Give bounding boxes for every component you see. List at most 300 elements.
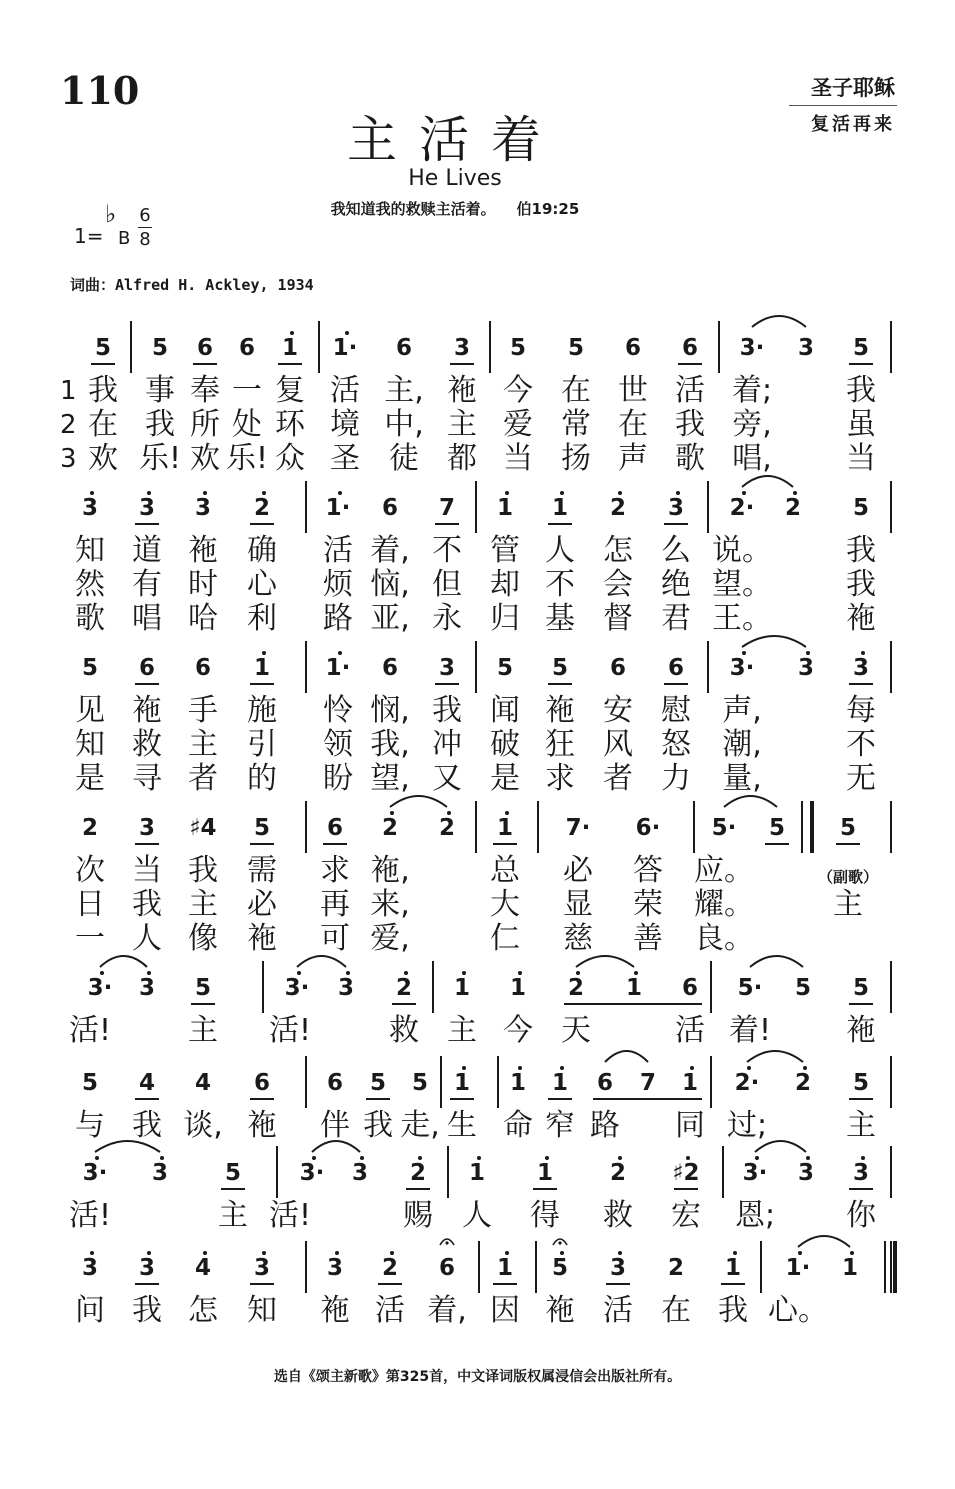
lyric: 是	[490, 761, 520, 796]
lyric: 世	[618, 373, 648, 408]
barline	[276, 1146, 278, 1198]
note: 3	[81, 1255, 99, 1281]
octave-dot	[803, 1066, 807, 1070]
lyric: 风	[603, 727, 633, 762]
note: 1	[841, 1255, 859, 1281]
lyric: 知	[247, 1293, 277, 1328]
octave-dot	[203, 1251, 207, 1255]
note: 6	[438, 1255, 456, 1281]
credits: 词曲：Alfred H. Ackley, 1934	[70, 276, 314, 294]
note: 2	[609, 495, 627, 521]
note: 1	[724, 1255, 742, 1281]
lyric: 事	[145, 373, 175, 408]
beat-underline	[91, 363, 115, 365]
octave-dot	[147, 1251, 151, 1255]
octave-dot	[346, 971, 350, 975]
category-divider	[789, 105, 897, 106]
octave-dot	[335, 1251, 339, 1255]
note: 2·	[734, 1070, 760, 1096]
octave-dot	[505, 811, 509, 815]
note: 1	[496, 1255, 514, 1281]
beat-underline	[533, 1188, 557, 1190]
slur	[798, 1233, 850, 1249]
lyric: 是	[75, 761, 105, 796]
lyric: 破	[490, 727, 520, 762]
lyric: 命	[503, 1108, 533, 1143]
beat-underline	[250, 1283, 274, 1285]
barline	[760, 1241, 762, 1293]
lyric: 善	[633, 921, 663, 956]
lyric: 引	[247, 727, 277, 762]
barline	[305, 801, 307, 853]
lyric: 都	[447, 441, 477, 476]
octave-dot	[390, 1251, 394, 1255]
barline	[305, 481, 307, 533]
note: 6	[395, 335, 413, 361]
lyric: 宏	[671, 1198, 701, 1233]
note: 5	[551, 655, 569, 681]
lyric: 主	[447, 407, 477, 442]
lyric: 路	[323, 601, 353, 636]
lyric: 圣	[330, 441, 360, 476]
lyric: 说。	[712, 533, 772, 568]
barline	[305, 641, 307, 693]
note: 5	[839, 815, 857, 841]
lyric: 因	[490, 1293, 520, 1328]
beat-underline	[849, 683, 873, 685]
note: ♯4	[189, 815, 217, 841]
note: 1	[509, 1070, 527, 1096]
lyric: 每	[846, 693, 876, 728]
double-barline	[884, 1241, 897, 1293]
lyric: 君	[661, 601, 691, 636]
note: 1	[551, 1070, 569, 1096]
lyric: 主	[447, 1013, 477, 1048]
beat-underline	[221, 1188, 245, 1190]
octave-dot	[462, 1066, 466, 1070]
lyric: 主	[188, 887, 218, 922]
lyric: 道	[132, 533, 162, 568]
note: 3	[138, 1255, 156, 1281]
note: 6	[667, 655, 685, 681]
octave-dot	[262, 491, 266, 495]
lyric: 基	[545, 601, 575, 636]
lyric: 慰	[661, 693, 691, 728]
lyric: 管	[490, 533, 520, 568]
note: 3·	[299, 1160, 325, 1186]
lyric: 怎	[188, 1293, 218, 1328]
lyric: 在	[561, 373, 591, 408]
note: 2·	[729, 495, 755, 521]
lyric: 人	[132, 921, 162, 956]
note: 5	[81, 1070, 99, 1096]
note: 3	[326, 1255, 344, 1281]
lyric: 袘	[188, 533, 218, 568]
lyric: 无	[846, 761, 876, 796]
slur	[312, 1138, 360, 1154]
lyric: 当	[503, 441, 533, 476]
barline	[890, 321, 892, 373]
note: 6	[381, 495, 399, 521]
note: 1	[509, 975, 527, 1001]
beat-underline	[664, 523, 688, 525]
lyric: 爱	[503, 407, 533, 442]
note: 2	[395, 975, 413, 1001]
lyric: 境	[330, 407, 360, 442]
lyric: 量,	[722, 761, 762, 796]
slur	[100, 953, 147, 969]
octave-dot	[798, 1251, 802, 1255]
octave-dot	[742, 651, 746, 655]
lyric: 救	[132, 727, 162, 762]
note: 1	[536, 1160, 554, 1186]
lyric: 奉	[190, 373, 220, 408]
lyric: 声	[618, 441, 648, 476]
lyric: 领	[323, 727, 353, 762]
barline	[305, 1056, 307, 1108]
note: 3·	[742, 1160, 768, 1186]
note: 6	[238, 335, 256, 361]
lyric: 常	[561, 407, 591, 442]
lyric: 唱,	[732, 441, 772, 476]
lyric: 我	[846, 533, 876, 568]
note: 7	[639, 1070, 657, 1096]
note: 2	[409, 1160, 427, 1186]
note: 2	[381, 815, 399, 841]
note: 5	[852, 335, 870, 361]
note: 2	[784, 495, 802, 521]
note: 6	[194, 655, 212, 681]
lyric: 督	[603, 601, 633, 636]
note: 2	[81, 815, 99, 841]
lyric: 问	[75, 1293, 105, 1328]
lyric: 盼	[323, 761, 353, 796]
lyric: 复	[275, 373, 305, 408]
chorus-mark: （副歌）	[817, 868, 879, 886]
octave-dot	[462, 971, 466, 975]
barline	[475, 641, 477, 693]
lyric: 活!	[268, 1013, 312, 1048]
note: 1	[453, 975, 471, 1001]
lyric: 我	[88, 373, 118, 408]
beat-underline	[435, 523, 459, 525]
lyric: 日	[75, 887, 105, 922]
note: 5	[768, 815, 786, 841]
beat-underline	[450, 1098, 474, 1100]
octave-dot	[95, 1156, 99, 1160]
barline	[707, 481, 709, 533]
octave-dot	[861, 651, 865, 655]
lyric: 歌	[75, 601, 105, 636]
note: 3	[609, 1255, 627, 1281]
note: 5	[794, 975, 812, 1001]
lyric: 我	[363, 1108, 393, 1143]
lyric: 有	[132, 567, 162, 602]
barline	[890, 801, 892, 853]
note: 5	[94, 335, 112, 361]
octave-dot	[634, 971, 638, 975]
lyric: 亚,	[370, 601, 410, 636]
octave-dot	[793, 491, 797, 495]
beat-underline	[450, 363, 474, 365]
octave-dot	[742, 491, 746, 495]
note: 2	[567, 975, 585, 1001]
hymn-number: 110	[60, 68, 140, 113]
beat-underline	[564, 1003, 702, 1005]
octave-dot	[345, 331, 349, 335]
verse-number: 3	[60, 444, 77, 474]
octave-dot	[338, 491, 342, 495]
note: 6	[138, 655, 156, 681]
lyric: 主	[188, 1013, 218, 1048]
lyric: 耀。	[694, 887, 754, 922]
beat-underline	[548, 523, 572, 525]
note: 3	[852, 655, 870, 681]
lyric: 答	[633, 853, 663, 888]
note: 3	[797, 655, 815, 681]
lyric: 我	[846, 567, 876, 602]
lyric: 怜	[323, 693, 353, 728]
barline	[890, 481, 892, 533]
lyric: 在	[618, 407, 648, 442]
note: 5	[194, 975, 212, 1001]
note: 6	[596, 1070, 614, 1096]
lyric: 恩;	[734, 1198, 776, 1233]
note: 4	[194, 1255, 212, 1281]
octave-dot	[203, 491, 207, 495]
lyric: 闻	[490, 693, 520, 728]
lyric: 需	[247, 853, 277, 888]
category-sub: 复活再来	[811, 114, 895, 135]
octave-dot	[733, 1251, 737, 1255]
lyric: 望,	[370, 761, 410, 796]
note: 4	[194, 1070, 212, 1096]
lyric: 活	[330, 373, 360, 408]
beat-underline	[849, 1188, 873, 1190]
octave-dot	[850, 1251, 854, 1255]
octave-dot	[755, 1156, 759, 1160]
lyric: 着;	[731, 373, 773, 408]
barline	[305, 1241, 307, 1293]
barline	[890, 961, 892, 1013]
lyric: 我	[132, 1108, 162, 1143]
lyric: 活!	[68, 1013, 112, 1048]
lyric: 慈	[563, 921, 593, 956]
lyric: 走,	[400, 1108, 440, 1143]
octave-dot	[618, 1156, 622, 1160]
note: 6	[381, 655, 399, 681]
octave-dot	[518, 971, 522, 975]
verse-number: 1	[60, 376, 77, 406]
lyric: 过;	[726, 1108, 768, 1143]
beat-underline	[135, 523, 159, 525]
slur	[742, 473, 793, 489]
lyric: 绝	[661, 567, 691, 602]
beat-underline	[849, 363, 873, 365]
lyric: 安	[603, 693, 633, 728]
note: 6	[253, 1070, 271, 1096]
beat-underline	[392, 1003, 416, 1005]
note: 1	[468, 1160, 486, 1186]
note: 5	[551, 1255, 569, 1281]
lyric: 我	[675, 407, 705, 442]
time-bottom: 8	[139, 229, 151, 250]
note: 6·	[635, 815, 661, 841]
fermata	[552, 1231, 568, 1241]
octave-dot	[147, 491, 151, 495]
lyric: 伴	[320, 1108, 350, 1143]
beat-underline	[593, 1098, 702, 1100]
lyric: 不	[545, 567, 575, 602]
lyric: 环	[275, 407, 305, 442]
flat-sign: ♭	[105, 200, 117, 228]
lyric: 我,	[370, 727, 410, 762]
note: 1	[551, 495, 569, 521]
note: 6	[681, 335, 699, 361]
note: 3·	[739, 335, 765, 361]
note: 3	[438, 655, 456, 681]
octave-dot	[312, 1156, 316, 1160]
barline	[710, 961, 712, 1013]
octave-dot	[576, 971, 580, 975]
barline	[447, 1146, 449, 1198]
time-top: 6	[139, 205, 151, 226]
key-tonic: B	[118, 228, 131, 249]
note: ♯2	[672, 1160, 700, 1186]
lyric: 活	[675, 373, 705, 408]
lyric: 徒	[389, 441, 419, 476]
beat-underline	[678, 363, 702, 365]
octave-dot	[806, 651, 810, 655]
slur	[755, 1138, 806, 1154]
lyric: 心	[247, 567, 277, 602]
lyric: 可	[320, 921, 350, 956]
note: 3	[797, 335, 815, 361]
note: 6	[624, 335, 642, 361]
lyric: 者	[188, 761, 218, 796]
lyric: 大	[490, 887, 520, 922]
verse-number: 2	[60, 410, 77, 440]
barline	[489, 321, 491, 373]
lyric: 袘,	[370, 853, 410, 888]
note: 5·	[737, 975, 763, 1001]
lyric: 袘	[247, 1108, 277, 1143]
note: 3·	[284, 975, 310, 1001]
note: 3	[351, 1160, 369, 1186]
lyric: 求	[320, 853, 350, 888]
note: 5	[496, 655, 514, 681]
slur	[752, 313, 806, 329]
lyric: 荣	[633, 887, 663, 922]
lyric: 总	[490, 853, 520, 888]
note: 3	[151, 1160, 169, 1186]
lyric: 我	[432, 693, 462, 728]
lyric: 今	[503, 373, 533, 408]
note: 5	[81, 655, 99, 681]
lyric: 同	[675, 1108, 705, 1143]
lyric: 所	[190, 407, 220, 442]
beat-underline	[674, 1188, 698, 1190]
beat-underline	[250, 683, 274, 685]
note: 3	[852, 1160, 870, 1186]
beat-underline	[849, 1003, 873, 1005]
octave-dot	[690, 1066, 694, 1070]
lyric: 知	[75, 727, 105, 762]
lyric: 得	[530, 1198, 560, 1233]
note: 6	[326, 1070, 344, 1096]
note: 1	[681, 1070, 699, 1096]
note: 2	[381, 1255, 399, 1281]
lyric: 主	[833, 887, 863, 922]
note: 3	[337, 975, 355, 1001]
lyric: 施	[247, 693, 277, 728]
lyric: 手	[188, 693, 218, 728]
beat-underline	[765, 843, 789, 845]
lyric: 窄	[545, 1108, 575, 1143]
lyric: 心。	[768, 1293, 828, 1328]
note: 6	[326, 815, 344, 841]
barline	[262, 961, 264, 1013]
octave-dot	[160, 1156, 164, 1160]
note: 3	[797, 1160, 815, 1186]
octave-dot	[338, 651, 342, 655]
category-main: 圣子耶稣	[811, 75, 895, 100]
barline	[722, 1146, 724, 1198]
lyric: 来,	[370, 887, 410, 922]
octave-dot	[861, 1156, 865, 1160]
octave-dot	[676, 491, 680, 495]
lyric: 的	[247, 761, 277, 796]
note: 5	[852, 1070, 870, 1096]
lyric: 袘	[447, 373, 477, 408]
lyric: 救	[389, 1013, 419, 1048]
lyric: 着,	[370, 533, 410, 568]
octave-dot	[618, 491, 622, 495]
lyric: 天	[561, 1013, 591, 1048]
lyric: 但	[432, 567, 462, 602]
fermata	[439, 1231, 455, 1241]
lyric: 怎	[603, 533, 633, 568]
lyric: 活	[603, 1293, 633, 1328]
lyric: 声,	[722, 693, 762, 728]
lyric: 中,	[384, 407, 424, 442]
note: 7·	[565, 815, 591, 841]
beat-underline	[250, 843, 274, 845]
lyric: 像	[188, 921, 218, 956]
note: 2	[794, 1070, 812, 1096]
note: 5	[509, 335, 527, 361]
lyric: 袘	[320, 1293, 350, 1328]
octave-dot	[618, 1251, 622, 1255]
note: 1·	[325, 495, 351, 521]
note: 3	[194, 495, 212, 521]
slur	[297, 953, 346, 969]
barline	[318, 321, 320, 373]
beat-underline	[721, 1283, 745, 1285]
lyric: 救	[603, 1198, 633, 1233]
beat-underline	[849, 1098, 873, 1100]
octave-dot	[747, 1066, 751, 1070]
lyric: 次	[75, 853, 105, 888]
beat-underline	[366, 1098, 390, 1100]
lyric: 却	[490, 567, 520, 602]
note: 2	[253, 495, 271, 521]
barline	[440, 1056, 442, 1108]
octave-dot	[447, 811, 451, 815]
barline	[497, 1056, 499, 1108]
lyric: 狂	[545, 727, 575, 762]
slur	[742, 633, 806, 649]
